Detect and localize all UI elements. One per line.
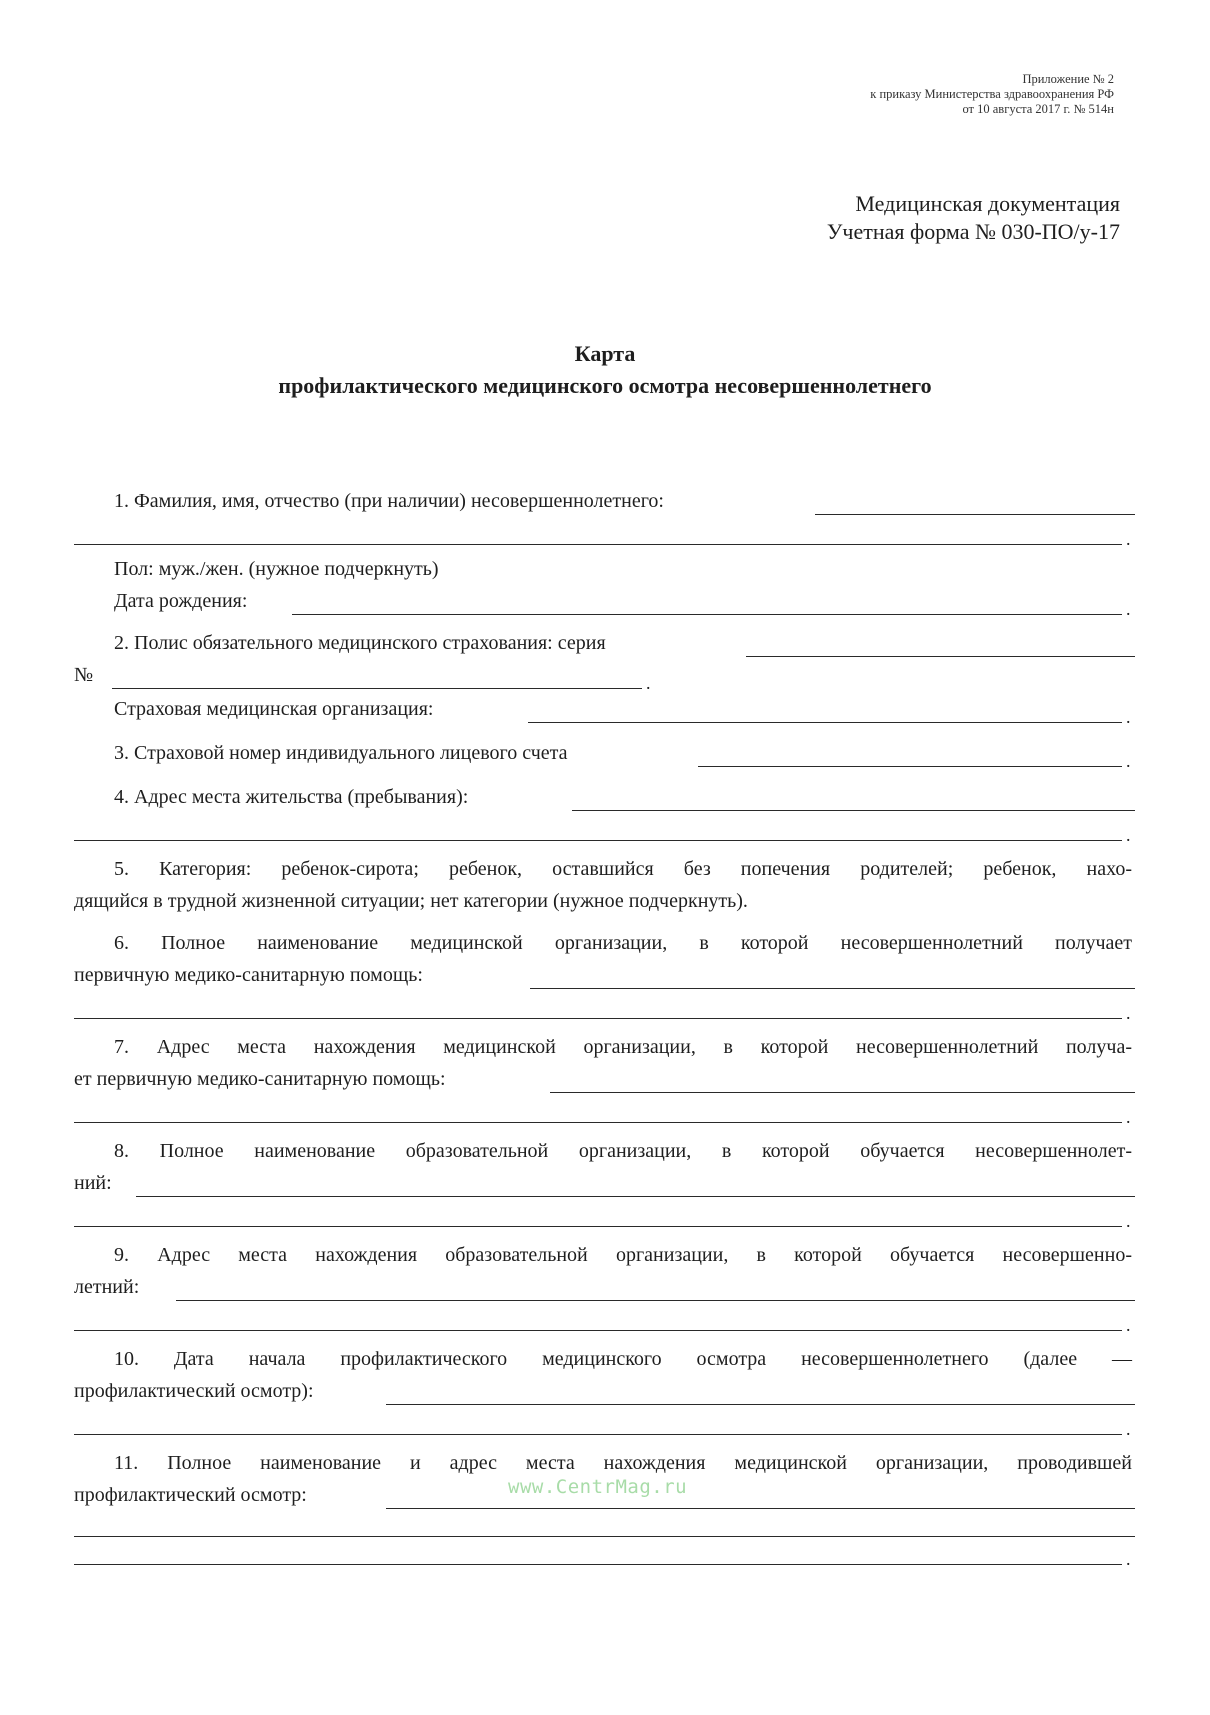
- period-mark: .: [1126, 707, 1131, 727]
- field-7-row-1: [74, 1034, 1132, 1060]
- birth-date-line[interactable]: [292, 614, 1122, 615]
- field-10-row-1: [74, 1346, 1132, 1372]
- field-10-text-1: 10. Дата начала профилактического медицинского осмотра несовершеннолетнего (далее —: [114, 1348, 1132, 1370]
- address-line[interactable]: [572, 810, 1135, 811]
- period-mark: .: [1126, 599, 1131, 619]
- form-title: [0, 338, 1210, 402]
- field-11-line-3[interactable]: [74, 1564, 1122, 1565]
- period-mark: .: [1126, 1315, 1131, 1335]
- birth-date-label: Дата рождения:: [114, 590, 248, 612]
- field-1-label-row: [74, 488, 1172, 514]
- field-4-row: [74, 784, 1172, 810]
- field-8-text-2: ний:: [74, 1172, 112, 1194]
- docinfo-line-2: Учетная форма № 030-ПО/у-17: [826, 219, 1120, 244]
- field-8-row-1: [74, 1138, 1132, 1164]
- period-mark: .: [1126, 751, 1131, 771]
- field-11-text-1: 11. Полное наименование и адрес места нахождения медицинской организации, проводившей: [114, 1452, 1132, 1474]
- field-7-row-2: [74, 1066, 1132, 1092]
- field-11-row-1: [74, 1450, 1132, 1476]
- birth-date-row: [74, 588, 1172, 614]
- period-mark: .: [1126, 825, 1131, 845]
- snils-line[interactable]: [698, 766, 1122, 767]
- sex-label: Пол: муж./жен. (нужное подчеркнуть): [114, 558, 439, 580]
- field-8-row-2: [74, 1170, 1132, 1196]
- field-6-line-2[interactable]: [74, 1018, 1122, 1019]
- policy-number-row: [74, 662, 1132, 688]
- field-10-line-2[interactable]: [74, 1434, 1122, 1435]
- document-info: [827, 190, 1120, 246]
- policy-number-sign: №: [74, 664, 94, 686]
- field-6-text-1: 6. Полное наименование медицинской организации, в которой несовершеннолетний получает: [114, 932, 1132, 954]
- field-10-row-2: [74, 1378, 1132, 1404]
- period-mark: .: [646, 673, 651, 693]
- appendix-line-1: Приложение № 2: [1022, 72, 1114, 86]
- field-9-line-2[interactable]: [74, 1330, 1122, 1331]
- site-watermark: www.CentrMag.ru: [508, 1476, 688, 1498]
- field-7-text-1: 7. Адрес места нахождения медицинской организации, в которой несовершеннолетний получа-: [114, 1036, 1132, 1058]
- title-line-1: Карта: [574, 341, 636, 366]
- field-7-line-2[interactable]: [74, 1122, 1122, 1123]
- field-1-name-line[interactable]: [815, 514, 1135, 515]
- field-3-row: [74, 740, 1172, 766]
- period-mark: .: [1126, 1419, 1131, 1439]
- period-mark: .: [1126, 1549, 1131, 1569]
- appendix-line-3: от 10 августа 2017 г. № 514н: [962, 102, 1114, 116]
- field-11-line-2[interactable]: [74, 1536, 1135, 1537]
- field-4-label: 4. Адрес места жительства (пребывания):: [114, 786, 469, 808]
- title-line-2: профилактического медицинского осмотра несовершеннолетнего: [278, 373, 932, 398]
- field-6-row-1: [74, 930, 1132, 956]
- field-9-line[interactable]: [176, 1300, 1135, 1301]
- insurer-label: Страховая медицинская организация:: [114, 698, 434, 720]
- field-8-line-2[interactable]: [74, 1226, 1122, 1227]
- field-11-line[interactable]: [386, 1508, 1135, 1509]
- field-9-row-1: [74, 1242, 1132, 1268]
- field-10-text-2: профилактический осмотр):: [74, 1380, 314, 1402]
- appendix-line-2: к приказу Министерства здравоохранения РФ: [870, 87, 1114, 101]
- field-1-label: 1. Фамилия, имя, отчество (при наличии) несовершеннолетнего:: [114, 490, 664, 512]
- field-11-text-2: профилактический осмотр:: [74, 1484, 307, 1506]
- field-6-row-2: [74, 962, 1132, 988]
- sex-row: [74, 556, 1172, 582]
- field-9-row-2: [74, 1274, 1132, 1300]
- field-6-line[interactable]: [530, 988, 1135, 989]
- address-line-2[interactable]: [74, 840, 1122, 841]
- field-5-text-2: дящийся в трудной жизненной ситуации; нет категории (нужное подчеркнуть).: [74, 890, 748, 912]
- policy-number-line[interactable]: [112, 688, 642, 689]
- field-5-row-1: [74, 856, 1132, 882]
- field-10-line[interactable]: [386, 1404, 1135, 1405]
- field-1-name-line-2[interactable]: [74, 544, 1122, 545]
- field-2-label: 2. Полис обязательного медицинского страхования: серия: [114, 632, 606, 654]
- policy-series-line[interactable]: [746, 656, 1135, 657]
- field-7-text-2: ет первичную медико-санитарную помощь:: [74, 1068, 446, 1090]
- field-3-label: 3. Страховой номер индивидуального лицевого счета: [114, 742, 568, 764]
- field-7-line[interactable]: [550, 1092, 1135, 1093]
- field-2-row: [74, 630, 1172, 656]
- insurer-line[interactable]: [528, 722, 1122, 723]
- insurer-row: [74, 696, 1172, 722]
- period-mark: .: [1126, 1211, 1131, 1231]
- field-9-text-2: летний:: [74, 1276, 140, 1298]
- field-6-text-2: первичную медико-санитарную помощь:: [74, 964, 423, 986]
- period-mark: .: [1126, 1003, 1131, 1023]
- field-9-text-1: 9. Адрес места нахождения образовательной организации, в которой обучается несовершенно-: [114, 1244, 1132, 1266]
- field-5-text-1: 5. Категория: ребенок-сирота; ребенок, оставшийся без попечения родителей; ребенок, нахо-: [114, 858, 1132, 880]
- field-8-line[interactable]: [136, 1196, 1135, 1197]
- period-mark: .: [1126, 529, 1131, 549]
- appendix-note: [870, 72, 1114, 117]
- field-5-row-2: [74, 888, 1132, 914]
- field-8-text-1: 8. Полное наименование образовательной организации, в которой обучается несовершеннолет-: [114, 1140, 1132, 1162]
- docinfo-line-1: Медицинская документация: [855, 191, 1120, 216]
- period-mark: .: [1126, 1107, 1131, 1127]
